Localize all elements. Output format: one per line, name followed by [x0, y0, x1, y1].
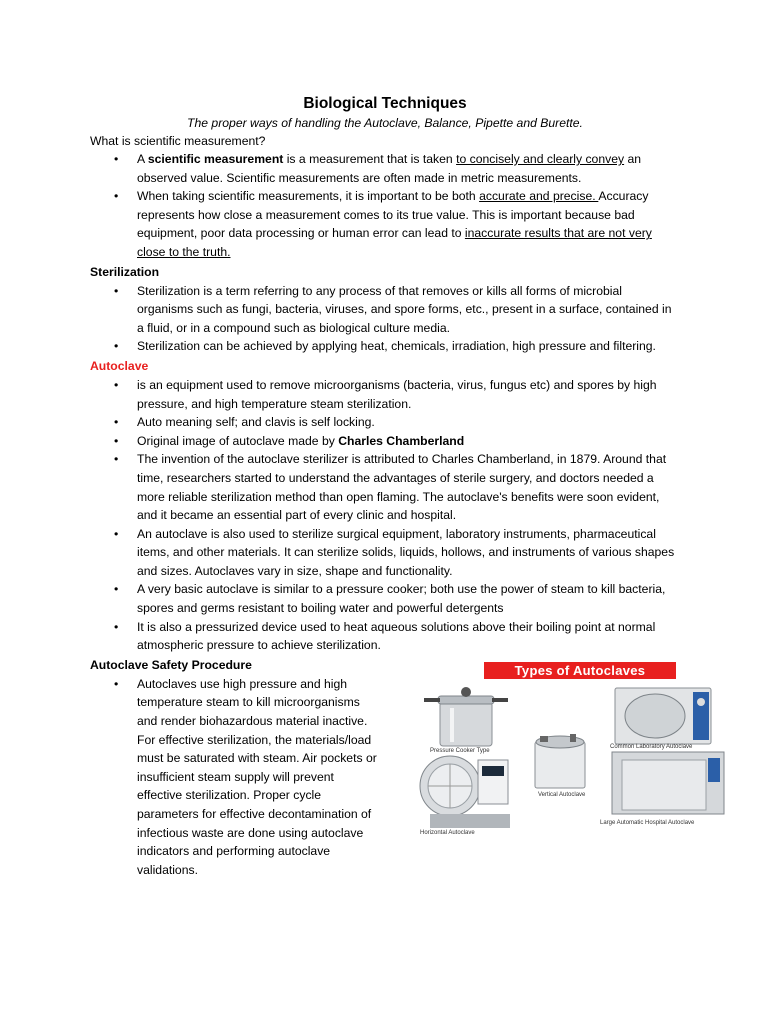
autoclave-heading: Autoclave [90, 358, 149, 373]
autoclave-types-figure [410, 662, 740, 844]
list-item: • Sterilization can be achieved by applying heat, chemicals, irradiation, high pressure and filtering. [90, 337, 680, 356]
measurement-bullet-1: • A scientific measurement is a measurement that is taken to concisely and clearly convey an observed value. Scientific measurements are often made in metric measurements. [90, 150, 680, 187]
safety-heading: Autoclave Safety Procedure [90, 657, 252, 672]
document-title: Biological Techniques [303, 95, 467, 112]
figure-title: Types of Autoclaves [484, 662, 676, 679]
hospital-autoclave-illustration [612, 752, 724, 814]
list-item: • is an equipment used to remove microorganisms (bacteria, virus, fungus etc) and spores by high pressure, and high temperature steam sterilization. [90, 376, 680, 413]
common-lab-autoclave-illustration [615, 688, 711, 744]
list-item: • It is also a pressurized device used to heat aqueous solutions above their boiling point at normal atmospheric pressure to achieve sterilization. [90, 618, 680, 655]
list-item: • The invention of the autoclave sterilizer is attributed to Charles Chamberland, in 1879. Around that time, researchers started to understand the advantages of sterile surgery, and doctors needed a more reliable sterilization method than open flaming. The autoclave's benefits were soon evident, and it became an essential part of every clinic and hospital. [90, 450, 680, 524]
document-page [90, 94, 695, 879]
sterilization-list [90, 282, 680, 356]
sterilization-heading: Sterilization [90, 264, 160, 279]
list-item: • Original image of autoclave made by Charles Chamberland [90, 432, 680, 451]
measurement-bullet-2: • When taking scientific measurements, it is important to be both accurate and precise. Accuracy represents how close a measurement comes to its true value. This is important because bad equipment, poor data processing or human error can lead to inaccurate results that are not very close to the truth. [90, 187, 680, 261]
list-item: • A very basic autoclave is similar to a pressure cooker; both use the power of steam to kill bacteria, spores and germs resistant to boiling water and powerful detergents [90, 580, 680, 617]
label-horizontal: Horizontal Autoclave [420, 830, 475, 836]
label-pressure-cooker: Pressure Cooker Type [430, 748, 490, 754]
inventor-name: Charles Chamberland [338, 433, 465, 448]
list-item: • Autoclaves use high pressure and high temperature steam to kill microorganisms and render biohazardous material inactive. For effective sterilization, the materials/load must be saturated with steam. Air pockets or insufficient steam supply will prevent effective sterilization. Proper cycle parameters for effective decontamination of infectious waste are done using autoclave indicators and performing autoclave validations. [90, 675, 377, 880]
list-item: • An autoclave is also used to sterilize surgical equipment, laboratory instruments, pharmaceutical items, and other materials. It can sterilize solids, liquids, hollows, and instruments of various shapes and sizes. Autoclaves vary in size, shape and functionality. [90, 525, 680, 581]
horizontal-autoclave-illustration [420, 756, 510, 828]
term-scientific-measurement: scientific measurement [147, 152, 284, 166]
label-hospital: Large Automatic Hospital Autoclave [600, 820, 695, 826]
label-common-lab: Common Laboratory Autoclave [610, 744, 693, 750]
underlined-phrase: to concisely and clearly convey [456, 152, 625, 166]
label-vertical: Vertical Autoclave [538, 792, 586, 798]
autoclave-list [90, 376, 680, 655]
pressure-cooker-illustration [424, 687, 508, 746]
measurement-list [90, 150, 680, 262]
question-heading: What is scientific measurement? [90, 134, 266, 148]
underlined-phrase: accurate and precise. [479, 189, 599, 204]
list-item: • Sterilization is a term referring to any process of that removes or kills all forms of microbial organisms such as fungi, bacteria, viruses, and spore forms, etc., present in a surface, contained in a fluid, or in a compound such as biological culture media. [90, 282, 680, 338]
list-item: • Auto meaning self; and clavis is self locking. [90, 413, 680, 432]
vertical-autoclave-illustration [535, 734, 585, 788]
document-subtitle: The proper ways of handling the Autoclave, Balance, Pipette and Burette. [187, 116, 583, 130]
underlined-phrase: inaccurate results that are not very close to the truth. [137, 226, 652, 259]
